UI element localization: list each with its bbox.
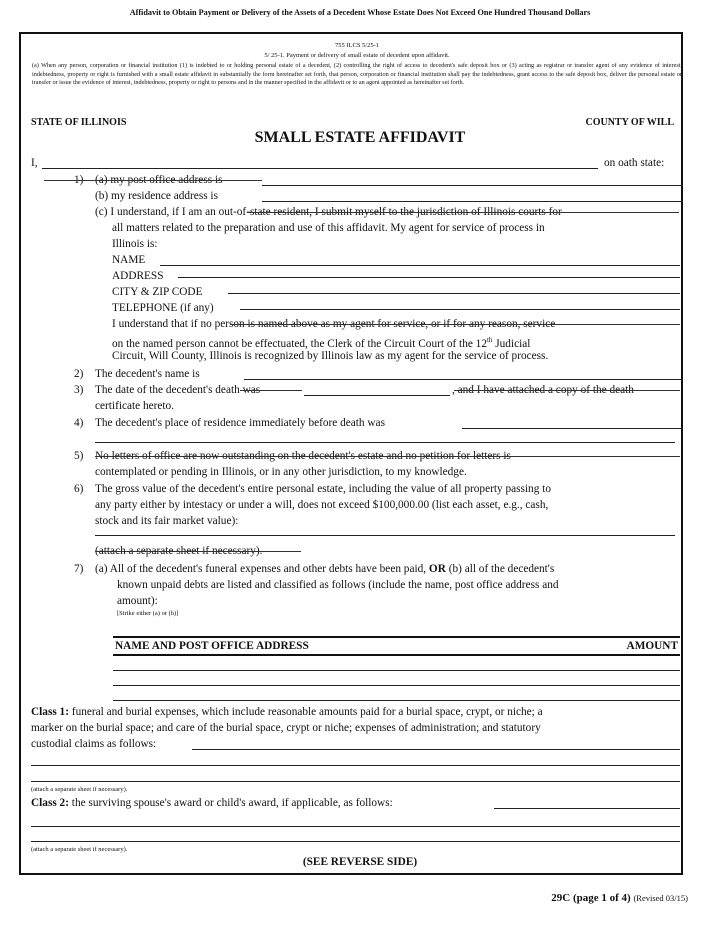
oath-suffix: on oath state:	[604, 157, 665, 169]
debt-table-amount-header: AMOUNT	[626, 640, 678, 652]
item-6-attach-note: (attach a separate sheet if necessary).	[95, 545, 263, 557]
strike-line	[454, 390, 680, 391]
item-1-number: 1)	[74, 174, 84, 186]
item-4-label: The decedent's place of residence immediately before death was	[95, 417, 385, 429]
item-5-line-2: contemplated or pending in Illinois, or in any other jurisdiction, to my knowledge.	[95, 466, 467, 478]
class-2-attach-note: (attach a separate sheet if necessary).	[31, 846, 128, 853]
class-2-line-1: Class 2: the surviving spouse's award or child's award, if applicable, as follows:	[31, 797, 393, 809]
class-1-field-3[interactable]	[31, 781, 680, 782]
class-1-line-3: custodial claims as follows:	[31, 738, 157, 750]
agent-telephone-field[interactable]	[240, 309, 680, 310]
item-2-number: 2)	[74, 368, 84, 380]
item-3-label-cont: , and I have attached a copy of the death	[452, 384, 634, 396]
state-label: STATE OF ILLINOIS	[31, 117, 127, 128]
debt-table-name-header: NAME AND POST OFFICE ADDRESS	[115, 640, 309, 652]
agent-city-field[interactable]	[228, 293, 680, 294]
item-2-label: The decedent's name is	[95, 368, 200, 380]
oath-prefix: I,	[31, 157, 38, 169]
table-header-rule	[113, 654, 680, 656]
class-1-field[interactable]	[192, 749, 680, 750]
county-label: COUNTY OF WILL	[585, 117, 674, 128]
class-1-attach-note: (attach a separate sheet if necessary).	[31, 786, 128, 793]
item-7-line-3: amount):	[117, 595, 158, 607]
see-reverse-side: (SEE REVERSE SIDE)	[302, 856, 418, 868]
form-header-title: Affidavit to Obtain Payment or Delivery of the Assets of a Decedent Whose Estate Does Not Exceed One Hundred Thousand Dollars	[129, 8, 591, 17]
date-of-death-field[interactable]	[304, 395, 450, 396]
item-7-number: 7)	[74, 563, 84, 575]
agent-telephone-label: TELEPHONE (if any)	[112, 302, 214, 314]
item-1c-line-2: all matters related to the preparation and use of this affidavit. My agent for service of process in	[112, 222, 545, 234]
strike-line	[95, 551, 301, 552]
class-2-field-2[interactable]	[31, 826, 680, 827]
statute-section: 5/ 25-1. Payment or delivery of small estate of decedent upon affidavit.	[264, 52, 450, 59]
debt-table-row[interactable]	[113, 670, 680, 671]
agent-address-label: ADDRESS	[112, 270, 164, 282]
item-7-line-2: known unpaid debts are listed and classified as follows (include the name, post office address and	[117, 579, 559, 591]
item-1c-note-2: on the named person cannot be effectuated, the Clerk of the Circuit Court of the 12th Judicial	[112, 336, 531, 350]
item-3-number: 3)	[74, 384, 84, 396]
statute-body: (a) When any person, corporation or financial institution (1) is indebted to or holding personal estate of a decedent, (2) controlling the right of access to decedent's safe deposit box or (3) acting as registrar or transfer agent of any evidence of interest, indebtedness, property or right is furnished with a small estate affidavit in substantially the form hereinafter set forth, that person, corporation or financial institution shall pay the indebtedness, grant access to the safe deposit box, deliver the personal estate or transfer or issue the evidence of interest, indebtedness, property or right to persons and in the manner specified in the affidavit or to an agent appointed as hereinafter set forth.	[32, 62, 682, 87]
agent-city-label: CITY & ZIP CODE	[112, 286, 203, 298]
agent-name-label: NAME	[112, 254, 146, 266]
item-3-label: The date of the decedent's death was	[95, 384, 261, 396]
class-1-line-2: marker on the burial space; and care of the burial space, crypt or niche; expenses of administration; and statutory	[31, 722, 541, 734]
residence-address-field[interactable]	[262, 201, 682, 202]
item-5-line-1: No letters of office are now outstanding on the decedent's estate and no petition for letters is	[95, 450, 511, 462]
form-title: SMALL ESTATE AFFIDAVIT	[254, 129, 466, 146]
item-4-number: 4)	[74, 417, 84, 429]
item-1b-label: (b) my residence address is	[95, 190, 218, 202]
residence-before-death-field-2[interactable]	[95, 442, 675, 443]
residence-before-death-field[interactable]	[462, 428, 682, 429]
item-5-number: 5)	[74, 450, 84, 462]
item-6-line-1: The gross value of the decedent's entire personal estate, including the value of all property passing to	[95, 483, 551, 495]
debt-table-row[interactable]	[113, 685, 680, 686]
affiant-name-field[interactable]	[42, 168, 598, 169]
item-6-number: 6)	[74, 483, 84, 495]
class-2-field[interactable]	[494, 808, 680, 809]
strike-line	[44, 180, 262, 181]
item-1a-label: (a) my post office address is	[95, 174, 223, 186]
strike-line	[230, 324, 680, 325]
class-2-field-3[interactable]	[31, 841, 680, 842]
post-office-address-field[interactable]	[262, 185, 682, 186]
debt-table-row[interactable]	[113, 700, 680, 701]
agent-name-field[interactable]	[160, 265, 680, 266]
item-1c-line-1: (c) I understand, if I am an out-of-state resident, I submit myself to the jurisdiction of Illinois courts for	[95, 206, 562, 218]
item-6-line-2: any party either by intestacy or under a will, does not exceed $100,000.00 (list each asset, e.g., cash,	[95, 499, 549, 511]
agent-address-field[interactable]	[178, 277, 680, 278]
class-1-line-1: Class 1: funeral and burial expenses, which include reasonable amounts paid for a burial space, crypt, or niche; a	[31, 706, 543, 718]
item-1c-line-3: Illinois is:	[112, 238, 158, 250]
class-1-field-2[interactable]	[31, 765, 680, 766]
item-1c-note-3: Circuit, Will County, Illinois is recognized by Illinois law as my agent for the service of process.	[112, 350, 549, 362]
assets-field[interactable]	[95, 535, 675, 536]
decedent-name-field[interactable]	[244, 379, 682, 380]
item-7-line-1: (a) All of the decedent's funeral expenses and other debts have been paid, OR (b) all of the decedent's	[95, 563, 555, 575]
item-1c-note-1: I understand that if no person is named above as my agent for service, or if for any reason, service	[112, 318, 556, 330]
statute-citation: 755 ILCS 5/25-1	[334, 42, 380, 49]
strike-line	[95, 456, 680, 457]
item-3-label-end: certificate hereto.	[95, 400, 175, 412]
strike-line	[240, 390, 302, 391]
item-6-line-3: stock and its fair market value):	[95, 515, 239, 527]
footer-form-id: 29C (page 1 of 4) (Revised 03/15)	[551, 892, 688, 904]
strike-line	[247, 212, 679, 213]
item-7-strike-note: [Strike either (a) or (b)]	[117, 610, 179, 617]
